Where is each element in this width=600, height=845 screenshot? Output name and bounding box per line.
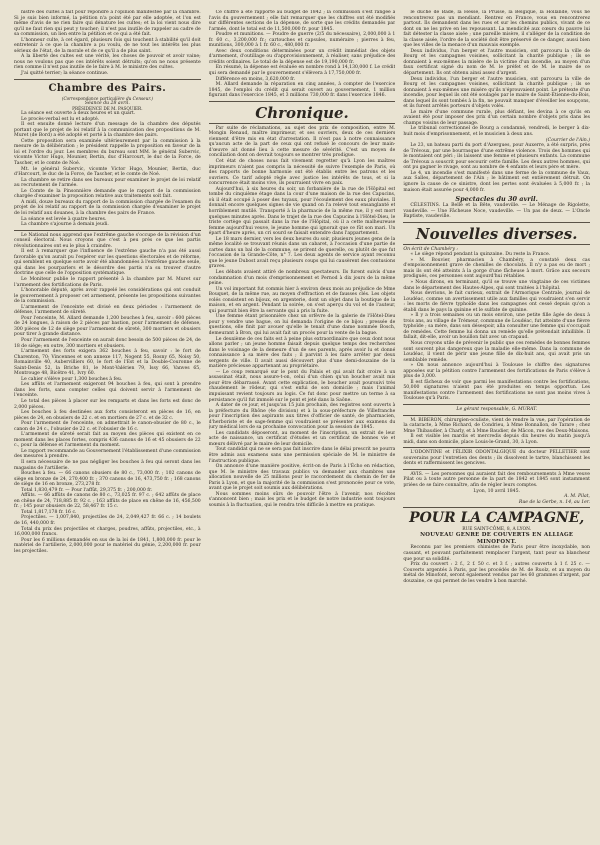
paragraph: Il sera nécessaire de ne pas négliger les bouches à feu qui seront dans les magasins de l'artillerie. bbox=[14, 460, 201, 471]
article-body bbox=[14, 233, 201, 555]
paragraph: Le Moniteur publie le rapport présenté à la chambre par M. Muret sur l'armement des fortifications de Paris. bbox=[14, 276, 201, 288]
paragraph: Par suite de réclamations, au sujet des prix de composition, entre M. Mongin Renaud, maître imprimeur, et ses ouvriers, deux de ces derniers viennent d'être mis en état d'arrestation. Il n'est pas à notre connaissance qu'aucun acte de la part de ceux qui ont refusé le concours de leur main-d'œuvre ait donné lieu à cette mesure de sévérité. C'est un moyen de conciliation dont on devrait toujours se montrer très prodigue. bbox=[208, 125, 396, 159]
divider bbox=[209, 101, 396, 102]
paragraph: Total 1,830,479 fr. — Pour l'affût, 29,375 fr. ; 200,000 fr. bbox=[21, 487, 153, 493]
paragraph: On annonce d'une manière positive, écrit-on de Paris à l'Écho en rédaction, que M. le ministre des travaux publics va demander aux chambres une allocation nouvelle de 25 millions pour le raccordement du chemin de fer de Paris à Lyon, et que la majorité de la commission s'est prononcée pour ce vote, avant que le projet soit soumis aux délibérations. bbox=[208, 464, 396, 492]
ad-paragraph: L'ODONTINE et l'ÉLIXIR ODONTALGIQUE du docteur PELLETIER sont souverains pour l'entretien des dents ; ils dissolvent le tartre, blanchissent les dents et raffermissent les gencives. bbox=[403, 450, 591, 467]
chambre-body bbox=[14, 111, 201, 227]
paragraph: » On nous annonce aujourd'hui à Toulouse le chiffre des signatures apposées sur la pétition contre l'armement des fortifications de Paris s'élève à plus de 3,000. bbox=[403, 363, 591, 380]
paragraph: Total 1,817,178 fr. 16 c. bbox=[21, 509, 77, 515]
paragraph: L'armement de l'enceinte est divisé en deux périodes : l'armement de défense, l'armement de sûreté. bbox=[14, 304, 201, 316]
campagne-address: RUE SAINT-CÔME, 8, A LYON. bbox=[462, 527, 532, 533]
section-title-nouvelles: Nouvelles diverses. bbox=[415, 224, 578, 243]
column-1 bbox=[14, 10, 201, 839]
paragraph: Le Comte de la Pinsonnière demande que le rapport de la commission chargée d'examiner la proposition relative aux traitements soit fait. bbox=[14, 188, 201, 200]
ad-address: Rue de la Gerbe, n. 14, au 1er. bbox=[518, 499, 591, 505]
paragraph: En résumé, la dépense est évaluée en nombre rond à 14,130,000 f. Le crédit qui sera demandé par le gouvernement s'élèvera à 17,750,000 fr. bbox=[208, 65, 396, 77]
chronique-body bbox=[209, 126, 396, 509]
paragraph: A midi, douze bureaux du rapport de la commission chargée de l'examen du projet de loi relatif au rapport de la commission chargée d'examiner le projet de loi relatif aux douanes, à la chambre des pairs de France. bbox=[14, 199, 201, 216]
paragraph: Avec deux conditions déterminées pour un crédit immédiat des objets d'armement, d'outillage ou d'approvisionnement, à réaliser, sans préjudice des crédits ordinaires. Le total de la dépense est de 19,190,000 fr. bbox=[208, 48, 396, 65]
paragraph: Le 23, un bateau parti du port d'Azergues, pour Auxerre, a été surpris, près de Trévoux, par une bourrasque d'une extrême violence. Trois des hommes qui le montaient ont péri ; ils laissent une femme et plusieurs enfants. La commune de Trévoux a souscrit pour secourir cette famille. Les deux autres hommes, qui ont pu gagner le rivage, sont au nombre de 4 enfants et leurs père et mère. bbox=[403, 143, 591, 171]
paragraph: L'honneur culte, à cet égard, plusieurs fois qui touchent à stabilité qu'il doit entretenir à ce que la chambre a pu voulu, de ne tout les intérêts les plus sérieux de l'état, de la morale et de ce qu'il a de plus saint. bbox=[14, 37, 201, 54]
paragraph: Le cahier s'élève pour 1,300 bouches à feu. bbox=[21, 376, 123, 382]
nouvelles-intro: On écrit de Chambéry : bbox=[403, 246, 458, 252]
paragraph: Nous devrions, le fait curieux, extrait de l'Armorique Centrale, journal de Loudéac, comme un avertissement utile aux familles qui voudraient s'en servir : les morts de fièvre typhoïde dans les campagnes ont cessé depuis qu'on a établi dans le pays la quinine et le sulfate de quinine. bbox=[403, 291, 591, 313]
col3-top bbox=[403, 10, 590, 138]
paragraph: Le maire d'une commune rurale, plus défiant, les devina à ce qu'ils en avaient été pour imposer des prix d'un certain nombre d'objets pris dans les champs voisins de leur passage. bbox=[403, 109, 591, 126]
paragraph: Le total des pièces à placer sur les remparts et dans les forts est donc de 2,000 pièces. bbox=[14, 399, 201, 410]
paragraph: Le National nous apprend que l'extrême gauche s'occupe de la révision d'un conseil électoral. Nous croyons que c'est à peu près ce que les partis révolutionnaires ont eu le plus à craindre. bbox=[14, 232, 201, 249]
session-date: Séance du 28 avril. bbox=[84, 100, 130, 106]
paragraph: Tout candidat qui ne se sera pas fait inscrire dans le délai prescrit ne pourra être admis aux examens sans une permission spéciale de M. le ministre de l'instruction publique. bbox=[208, 447, 396, 464]
paragraph: nistre des cultes a fait pour répondre à l'opinion manifestée par la chambre. Si je suis bien informé, la pétition n'a point été par elle adoptée, et l'on est même d'avis de ne rien faire qui dénature les cultes; et la loi vient nous dire qu'il ne faut rien qui peut y toucher; il n'est pas inutile de rappeler au cadre de sa commission, un lien entre la pétition et ce qui a été fait. bbox=[14, 10, 201, 38]
paragraph: M. Allard demande la réparation en cinq années, à compter de l'exercice 1845, de l'emploi du crédit qui serait ouvert au gouvernement, 1 million figurant dans l'exercice 1845, et 3 millions 730,000 fr. dans l'exercice 1846. bbox=[208, 82, 396, 99]
ad-date: Lyon, 10 avril 1845. bbox=[473, 488, 520, 494]
paragraph: Le 18 mars dernier, vers les deux heures du soir, plusieurs jeunes gens de la même localité se trouvant réunis dans un cabaret, à l'occasion d'une partie de cartes dans un bal de la commune, se prirent de querelle, ou plutôt de que fut l'occasion de la Grande-Côte, n° 7. Les deux agents de service ayant reconnu que le jeune Dubost avait reçu plusieurs coups qui lui causèrent des contusions graves. bbox=[208, 236, 396, 270]
paragraph: Le 4, un incendie s'est manifesté dans une ferme de la commune de Vaux, aux Salles, département de l'Ain ; le bâtiment est entièrement détruit. On ignore la cause de ce sinistre, dont les pertes sont évaluées à 5,000 fr. ; la maison était assurée pour 4,000 fr. bbox=[403, 170, 591, 193]
paragraph: — Le coup remarqué sur le pont du Palais et qui avait fait croire à un assassinat était, nous assure-t-on, celui d'un chien qu'un boucher avait mis pour être débarrassé. Avant cette explication, le boucher avait poursuivi très chaudement le rôdeur, qui s'est enfui de son domicile ; mais l'animal impuissant revient toujours au logis. Ce fut donc pour mettre un terme à sa persistance qu'il fut immolé sur le pont et jeté dans la Saône. bbox=[208, 369, 396, 403]
paragraph: Un vol important fut commis hier à environ deux mois au préjudice de Mme Bouquet, de la même rue, au moyen d'effraction et de fausses clés. Les objets volés consistent en bijoux, en argenterie, dont un objet dans la boutique de la maison, et en argent. Pendant la soirée, on s'est aperçu du vol et de l'auteur, qui pourrait bien être la servante qui a pris la fuite. bbox=[208, 286, 396, 314]
paragraph: » Nous dirons, en terminant, qu'il se trouve une vingtaine de ces victimes dans le département des Hautes-Alpes, qui sont traitées à l'hôpital. bbox=[403, 279, 591, 291]
col2-top bbox=[209, 10, 396, 99]
paragraph: Cette proposition sera examinée ultérieurement par la commission à la mesure de la délibération ; le président rappelle la proposition en faveur de la loi et l'ordre du jour. Les membres du bureau sont MM. le général Subervic, vicomte Victor Hugo, Mounier, Bertin, duc d'Harcourt, le duc de la Force, de Tascher, et le comte de Noé. bbox=[14, 138, 201, 167]
paragraph: Les affûts et l'armement exigeront 94 bouches à feu, qui sont à prendre dans les forts, sans compter celles qui doivent servir à l'armement de l'enceinte. bbox=[14, 382, 201, 399]
paragraph: Aujourd'hui, à six heures du soir, un forbanière de la rue de l'Hôpital est tombé du cinquième étage dans la cour d'une maison de la rue des Capucins, où il était occupé à poser des tuyaux, pour l'écoulement des eaux pluviales. Il donnait encore quelques signes de vie quand on l'a relevé tout ensanglanté et horriblement mutilé. Transporté à la pharmacie de la même rue, il y est mort quelques minutes après. Dans le trajet de la rue des Capucins à l'Hôtel-Dieu, le triste cortège qui passait dans la rue de l'Hôpital, où il a cette malheureuse femme aujourd'hui veuve, le jeune homme qui ignorait que ce fût son mari. Un épart d'heure après, un cri sourd se faisait entendre dans l'appartement. bbox=[208, 186, 396, 237]
paragraph: J'ai quitté terrier; la séance continue. bbox=[21, 71, 109, 77]
paragraph: La séance est levée à quatre heures. bbox=[21, 216, 107, 222]
ad-paragraph: M. BIBERON, chirurgien-oculiste, vient de rendre la vue, par l'opération de la cataracte, à Mme Richard, de Condrieu, à Mme Bonnallon, de Tarare ; chez Mme Thibaudier, à Charly, et à Mme Baudier, de Mâcon, rue des Deux-Maisons. bbox=[403, 417, 591, 434]
paragraph: Les candidats déposeront, au moment de l'inscription, un extrait de leur acte de naissance, un certificat d'études et un certificat de bonnes vie et mœurs délivré par le maire de leur domicile. bbox=[208, 430, 396, 447]
column-3 bbox=[403, 10, 590, 839]
paragraph: CÉLESTINS. La Belle et la Bête, vaudeville. — Le Ménage de Rigolette, vaudeville. — Une Fâcheuse Noce, vaudeville. — Un pas de deux. — L'Oncle Baptiste, vaudeville. bbox=[403, 203, 591, 220]
paragraph: Le procès-verbal est lu et adopté. bbox=[21, 116, 100, 122]
paragraph: Le rapport recommande au Gouvernement l'établissement d'une commission des mesures à prendre. bbox=[14, 448, 201, 460]
ad-paragraph: AVIS. — Les personnes qui auraient fait des remboursements à Mme veuve Pilat ou à toute autre personne de la part de 1842 et 1845 sont instamment priées de se faire connaître, afin de régler leurs comptes. bbox=[403, 471, 591, 489]
col1-intro bbox=[14, 10, 201, 77]
paragraph: L'armement de sûreté serait fait au moyen des pièces qui existent en ce moment dans les places fortes, compris 436 canons de 16 et 45 obusiers de 22 c., pour la défense et l'armement du moment. bbox=[14, 432, 201, 449]
paragraph: le duché de Bade, la Hesse, la Prusse, la Belgique, la Hollande, vous ne rencontrerez pas un mendiant. Rentrez en France, vous en rencontrerez partout. Ils demandent dans les rues et sur les chemins publics, vivant de ce dont on ne les prive en les repoussant. La mendicité aux cœurs du pauvre lui fait détester la classe aisée ; une pareille misère, il s'alléger de la condition de la classe aisée, l'ordre de la société doit être préservé de ce danger, aussi bien que les villes de la menace d'un mauvais exemple. bbox=[403, 10, 591, 49]
paragraph: Pour l'armement de l'enceinte, on admettrait le canon-obusier de 80 c., le canon de 24 c., l'obusier de 22 c. et l'obusier de 16 c. bbox=[14, 421, 201, 432]
gerant-line: Le gérant responsable, G. MURAT. bbox=[456, 407, 537, 412]
paragraph: Ce chiffre a été rapporté au budget de 1842 ; la commission s'est rangée à l'avis du gouvernement ; elle fait remarquer que les chiffres ont été modifiés sur différentes sections de la dépense, de sorte que les crédits demandés par l'armée, dont le total est de 11,500,000 fr. pour 1845. bbox=[208, 10, 396, 32]
divider bbox=[14, 230, 201, 231]
paragraph: Pour les 6 millions demandés en sus de la loi de 1841, 1,800,000 fr. pour le matériel de l'artillerie, 2,000,000 pour le matériel du génie, 2,200,000 fr. pour les projectiles. bbox=[14, 537, 201, 554]
paragraph: Il est ensuite donné lecture d'un message de la chambre des députés portant que le projet de loi relatif à la communication des propositions de M. Muret (de Bord) a été adopté et porté à la chambre des pairs. bbox=[14, 122, 201, 139]
section-subtitle: (Correspondance particulière du Censeur.) bbox=[61, 95, 153, 101]
advertisements bbox=[403, 418, 590, 506]
section-title-chronique: Chronique. bbox=[255, 103, 349, 122]
campagne-heading: NOUVEAU GENRE DE COUVERTS EN ALLIAGE MINOFONT. bbox=[420, 532, 574, 545]
paragraph: Deux individus, l'un berger et l'autre musicien, ont parcouru la ville de Bourg et les campagnes voisines, sollicitant la charité publique ; ils se donnaient à eux-mêmes la misère de la victime d'un incendie, au moyen d'un faux certificat signé du nom de M. le préfet et de M. le maire de ce département. Ils ont obtenu ainsi assez d'argent. bbox=[403, 48, 591, 77]
source-credit: (Courrier de l'Ain.) bbox=[545, 137, 591, 143]
paragraph: Total du prix des projectiles et charges, poudres, affûts, projectiles, etc., à 16,000,000 francs. bbox=[14, 526, 201, 538]
paragraph: Nous sommes moins sûrs de pouvoir l'être à l'avenir, nos récoltes s'annoncent bien ; mais les prix et le budget de notre industrie sont toujours soumis à la fluctuation, qui le rendra très difficile à mettre en pratique. bbox=[208, 491, 396, 508]
divider bbox=[403, 404, 590, 405]
paragraph: Deux individus, l'un berger et l'autre musicien, ont parcouru la ville de Bourg et les campagnes voisines, sollicitant la charité publique ; ils se donnaient à eux-mêmes une misère qu'ils n'éprouvaient point. Le prétexte d'un incendie, pour lequel ils ont été soulagés par le maire de Saint-Étienne-du-Bois, dans lequel ils sont tombés à la fin, ne pouvait manquer d'éveiller les soupçons, et ils furent arrêtés porteurs d'objets volés. bbox=[403, 76, 591, 110]
divider bbox=[403, 507, 590, 508]
paragraph: Une femme étant prisonnière chez un orfèvre de la galerie de l'Hôtel-Dieu pour y vendre une bague, on lui demanda l'origine de ce bijou ; pressée de questions, elle finit par avouer qu'elle le tenait d'une dame nommée Bosch, demeurant à Bron, qui lui avait fait un procès pour la vente de la bague. bbox=[208, 314, 396, 336]
ad-signature: A. M. Pilat, bbox=[564, 494, 591, 500]
divider bbox=[403, 469, 590, 470]
paragraph: Cet état de choses nous fait vivement regretter qu'à Lyon les maîtres imprimeurs n'aient pas compris la nécessité de suivre l'exemple de Paris, où des rapports de bonne harmonie ont été établis entre les patrons et les ouvriers. Ce tarif adopté règle avec justice les intérêts de tous, et si la concurrence était moins vive, ils pourraient vivre en paix. bbox=[208, 159, 396, 187]
paragraph: Bouches à feu. — 66 canons obusiers de 80 c., 73,000 fr. ; 102 canons de siège en bronze de 24, 270,400 fr. ; 370 canons de 16, 473,750 fr. ; 168 canons de siège de 16 en bronze, 273,278 fr. bbox=[14, 471, 201, 488]
paragraph: » Il y a trois semaines ou un mois environ, une petite fille âgée de deux à trois ans, au village de Trémeur, commune de Loudéac, fut atteinte d'une fièvre typhoïde ; sa mère, dans son désespoir, alla consulter une femme qui s'occupait de remèdes. Cette femme lui donna un remède qu'elle prétendait infaillible. Il fallait, dit-elle, avoir un bouillon fait avec un crapaud. bbox=[403, 313, 591, 341]
paragraph: L'honorable député, après avoir rappelé les considérations qui ont conduit le gouvernement à proposer cet armement, présente les propositions suivantes de la commission. bbox=[14, 288, 201, 305]
paragraph: Projectiles. — 1,007,840, projectiles de 24, 2,049,427 fr. 66 c. ; 14 boulets de 16, 440,000 fr. bbox=[14, 515, 201, 527]
paragraph: » M. Bouvier, pharmacien à Chambéry, a constaté deux cas d'empoisonnement grave de chenilles de chocolats. Il n'y a pas eu de mort ; mais ils ont été atteints à la gorge d'une fâcheuse à mort. Grâce aux secours prodigués, ces personnes sont aujourd'hui rétablies. bbox=[403, 257, 591, 280]
divider bbox=[403, 222, 590, 223]
column-2 bbox=[209, 10, 396, 839]
paragraph: La chambre s'ajourne à demain jeudi. bbox=[21, 222, 109, 228]
paragraph: La chambre se retire dans ses bureaux pour examiner le projet de loi relatif au recrutement de l'armée. bbox=[14, 177, 201, 189]
paragraph: A la liberté des cultes est une vérité, les choses de pouvoir et avoir vaine; nous ne voulons pas que ces intérêts soient détruits; qu'on ne nous présente rien comme il n'est pas inutile de le faire à M. le ministre des cultes. bbox=[14, 54, 201, 71]
paragraph: Reconnu par les premiers chimistes de Paris pour être inoxydable, non cassant, et pouvant parfaitement remplacer l'argent, tant pour sa blancheur que pour sa solidité. bbox=[403, 545, 591, 562]
paragraph: Poudre et munitions. — Poudre de guerre (2/5 du nécessaire), 2,000,000 à 1 fr. 60 c., 3,200,000 fr.; cartouches et capsules, numéraire ; pierres à feu, munitions, 300,000 à 1 fr. 60 c., 480,000 fr. bbox=[208, 32, 396, 49]
divider bbox=[403, 447, 590, 448]
paragraph: Les débats avaient attiré de nombreux spectateurs. Ils furent suivis d'une condamnation d'un mois d'emprisonnement et Pernod à dix jours de la même peine. bbox=[208, 269, 396, 287]
paragraph: Mt. le général Subervic, vicomte Victor Hugo, Mounier, Bertin, duc d'Harcourt, le duc de la Force, de Tascher, et le comte de Noé. bbox=[14, 166, 201, 178]
paragraph: Le deuxième de ces faits est à peine plus extraordinaire que ceux dont nous allons parler ; un jeune homme faisait depuis quelque temps des recherches dans le voisinage de la demeure d'un de ses parents, après avoir lu et donné connaissance à sa mère des faits ; il parvint à les faire arrêter par deux sergents de ville. Il avait aussi découvert plus d'une demi-douzaine de la matière précieuse appartenant au propriétaire. bbox=[208, 336, 396, 370]
paragraph: Pour l'armement de l'enceinte on aurait donc besoin de 500 pièces de 24, de 18 de siège; en outre, 300 mortiers et obusiers. bbox=[14, 337, 201, 349]
paragraph: Affûts. — 66 affûts de canons de 80 c., 73,025 fr. 97 c. ; 642 affûts de place en chêne de 24, 718,885 fr. 92 c. ; 163 affûts de place en chêne de 16, 456,500 fr. ; 145 pour obusiers de 22, 58,467 fr. 15 c. bbox=[14, 493, 201, 510]
paragraph: « Le siège répond pendant la quinzaine. Du reste la France. bbox=[410, 252, 551, 258]
section-title-chambre: Chambre des Pairs. bbox=[48, 82, 167, 94]
ad-paragraph: Il est visible les mardis et mercredis depuis dix heures du matin jusqu'à midi, dans son domicile, place Louis-le-Grand, 30, à Lyon. bbox=[403, 434, 591, 445]
paragraph: A dater de ce jour, et jusqu'au 15 juin prochain, des registres sont ouverts à la préfecture du Rhône (4e division) et à la sous-préfecture de Villefranche pour l'inscription des aspirants aux titres d'officier de santé, de pharmacien, d'herboriste et de sage-femme qui voudraient se présenter aux examens du jury médical lors de sa prochaine convocation pour la session de 1845. bbox=[208, 403, 396, 431]
paragraph: Les bouches à feu destinées aux forts consisteront en pièces de 16, en pièces de 24, en obusiers de 22 c. et en mortiers de 27 c. et de 32 c. bbox=[14, 410, 201, 421]
paragraph: Différence en moins, 3,620,000 fr. bbox=[215, 76, 296, 82]
campagne-title: POUR LA CAMPAGNE, bbox=[409, 510, 585, 527]
paragraph: Il est fâcheux de voir que parmi les manifestations contre les fortifications, 50,000 signatures n'aient pas été produites en temps opportun. Les manifestations contre l'armement des fortifications ne sont pas moins vives à Toulouse qu'à Paris. bbox=[403, 379, 591, 402]
paragraph: Le tribunal correctionnel de Bourg a condamné, vendredi, le berger à dix-huit mois d'emprisonnement, et le musicien à deux ans. bbox=[403, 126, 591, 138]
paragraph: Il est à remarquer que l'influence de l'extrême gauche n'a pas été aussi favorable qu'on aurait pu l'espérer sur les questions électorales et de réforme, qui semblent en quelque sorte avoir été abandonnées à l'extrême gauche seule, qui dans les pourparlers et le désordre des partis n'a su trouver d'autre doctrine que celle de l'opposition systématique. bbox=[14, 249, 201, 277]
paragraph: Pour l'enceinte, M. Allard demande 1,200 bouches à feu, savoir : 600 pièces de 24 longues, à raison de 2 pièces par bastion, pour l'armement de défense, 300 pièces de 12 de siège pour l'armement de sûreté, 300 mortiers et obusiers pour tirer à grande distance. bbox=[14, 315, 201, 338]
paragraph: Nous croyons utile de prévenir le public que ces remèdes de bonnes femmes sont souvent plus dangereux que la maladie elle-même. Dans la commune de Loudéac, il vient de périr une jeune fille de dix-huit ans, qui avait pris un semblable remède. bbox=[403, 340, 591, 363]
nouvelles-body bbox=[403, 252, 590, 402]
paragraph: L'armement des forts exigera 362 bouches à feu, savoir : le fort de Charenton, 70; Vincennes et son annexe 117, Nogent 55, Rosny 65, Noisy 50, Romainville 40, Aubervilliers 60, le fort de l'Est et la Double-Couronne de Saint-Denis 52, la Briche 81, le Mont-Valérien 79, Issy 66, Vanves 65, Montrouge 48, Bicêtre 41, Ivry 60. bbox=[14, 349, 201, 377]
divider bbox=[403, 244, 590, 245]
divider bbox=[209, 123, 396, 124]
paragraph: La séance est ouverte à deux heures et un quart. bbox=[21, 111, 136, 117]
col3-extra bbox=[403, 143, 590, 193]
divider bbox=[14, 79, 201, 80]
divider bbox=[403, 415, 590, 416]
section-title-spectacles: Spectacles du 30 avril. bbox=[455, 195, 538, 204]
paragraph: Prix du couvert : 2 f., 2 f. 50 c. et 3 f. ; autres couverts à 1 f. 25 c. — Couverts argentés à Paris, par les procédés de M. de Ruolz, et au moyen du métal de Minofont, seront également vendus par les 60 grammes d'argent, par douzaine, ce qui permet de les vendre à bon marché. bbox=[403, 562, 591, 584]
presidency-line: PRÉSIDENCE DE M. PASQUIER. bbox=[72, 106, 143, 112]
